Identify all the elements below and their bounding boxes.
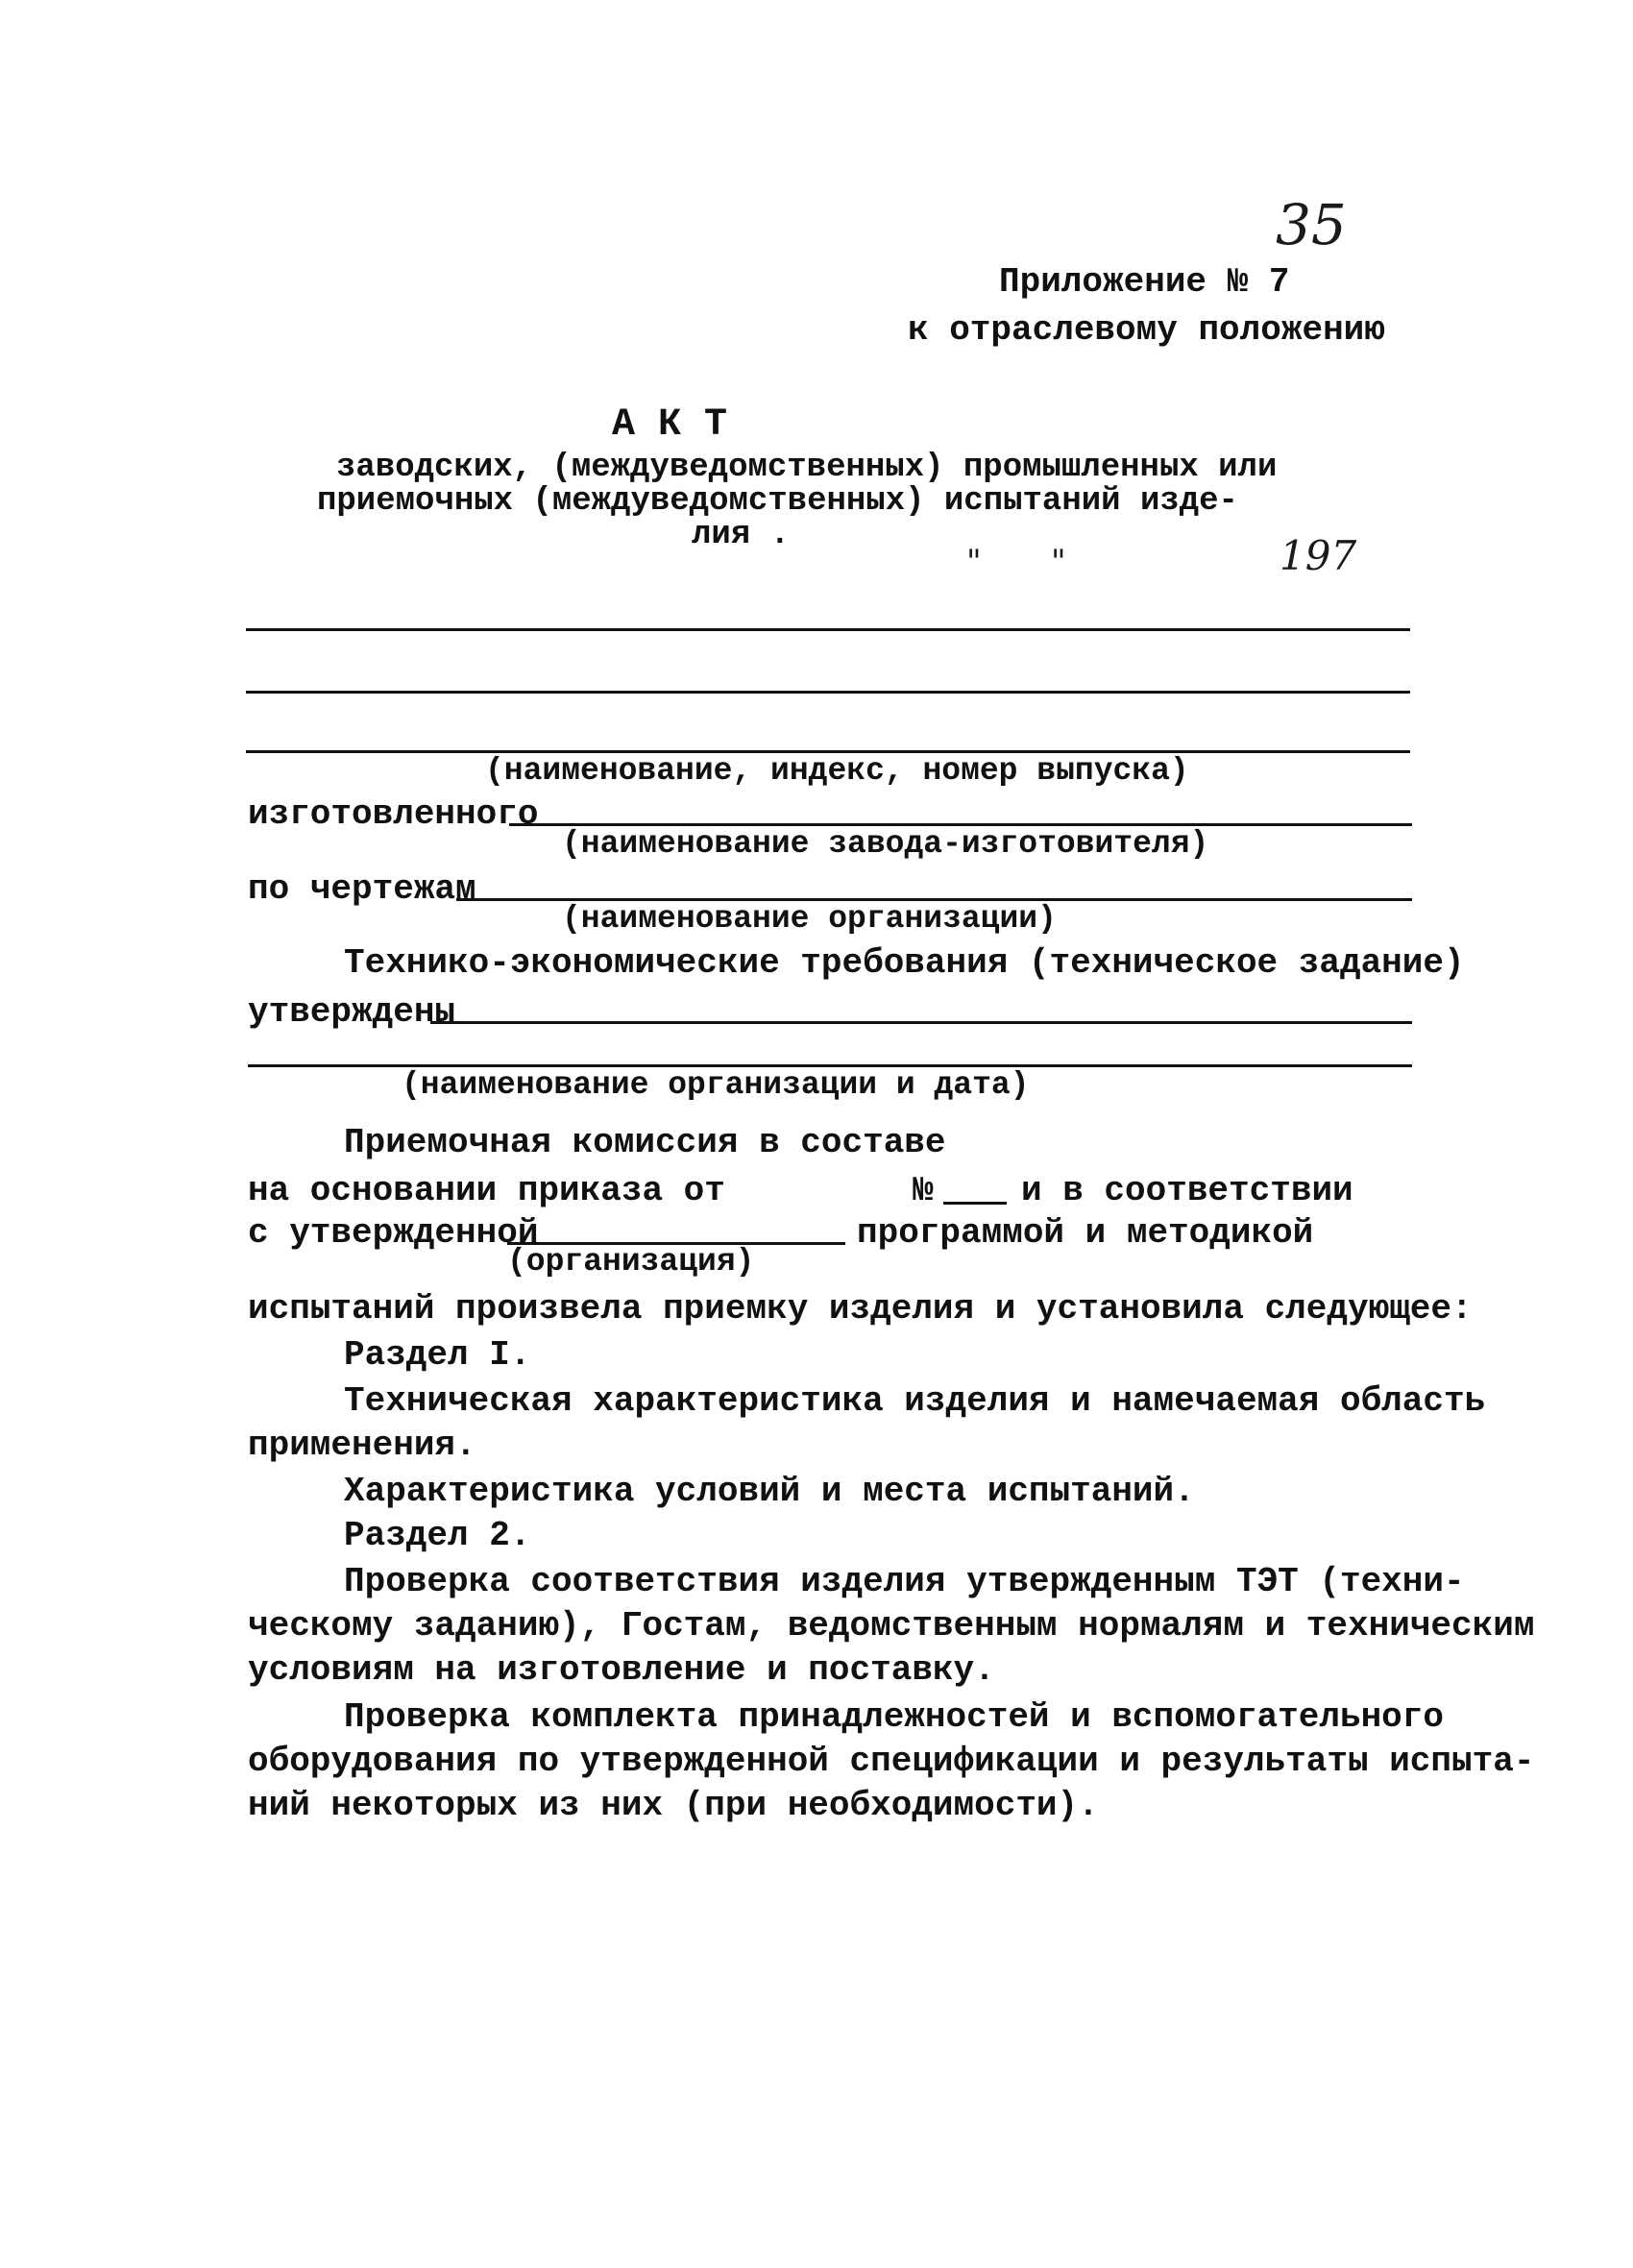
section1-para2: Характеристика условий и места испытаний. [344,1472,1195,1511]
date-quote-close: " [1051,543,1066,581]
act-title: А К Т [612,403,728,447]
manufacturer-caption: (наименование завода-изготовителя) [562,826,1209,862]
drawings-label: по чертежам [248,869,476,909]
drawings-organization-caption: (наименование организации) [562,901,1057,937]
section2-para2-line2: оборудования по утвержденной спецификации и результаты испыта- [248,1742,1535,1781]
tech-requirements-line: Технико-экономические требования (техническое задание) [344,943,1465,983]
page-number: 35 [1276,192,1347,257]
commission-line2-start: на основании приказа от [248,1171,725,1210]
order-number-line [943,1202,1007,1205]
blank-line-2 [246,691,1410,694]
act-subtitle-line2: приемочных (междуведомственных) испытаний изде- [317,483,1238,520]
date-year: 197 [1280,532,1357,579]
section2-para2-line3: ний некоторых из них (при необходимости). [248,1786,1099,1825]
commission-line3-start: с утвержденной [248,1213,539,1253]
approved-label: утверждены [248,992,456,1032]
section2-para1-line2: ческому заданию), Гостам, ведомственным нормалям и техническим [248,1606,1535,1646]
appendix-reference: к отраслевому положению [908,310,1385,350]
section2-para1-line1: Проверка соответствия изделия утвержденным ТЭТ (техни- [344,1562,1465,1601]
commission-line3-end: программой и методикой [857,1213,1314,1253]
product-name-caption: (наименование, индекс, номер выпуска) [485,753,1189,789]
approved-caption: (наименование организации и дата) [402,1067,1030,1103]
appendix-number: Приложение № 7 [999,262,1290,302]
section1-para1-line1: Техническая характеристика изделия и намечаемая область [344,1381,1486,1421]
blank-line-1 [246,628,1410,631]
manufactured-label: изготовленного [248,794,539,834]
section1-heading: Раздел I. [344,1335,531,1375]
commission-line4: испытаний произвела приемку изделия и установила следующее: [248,1289,1473,1329]
organization-caption: (организация) [507,1244,755,1280]
commission-line2-end: и в соответствии [1021,1171,1353,1210]
section2-para2-line1: Проверка комплекта принадлежностей и вспомогательного [344,1697,1444,1737]
date-quote-open: " [966,543,982,581]
commission-line1: Приемочная комиссия в составе [344,1123,946,1162]
act-subtitle-line3: лия . [692,517,791,553]
section2-para1-line3: условиям на изготовление и поставку. [248,1650,995,1690]
act-subtitle-line1: заводских, (междуведомственных) промышленных или [336,450,1278,486]
section2-heading: Раздел 2. [344,1516,531,1555]
section1-para1-line2: применения. [248,1426,476,1465]
commission-number-sign: № [913,1171,934,1210]
approved-line [430,1021,1412,1024]
